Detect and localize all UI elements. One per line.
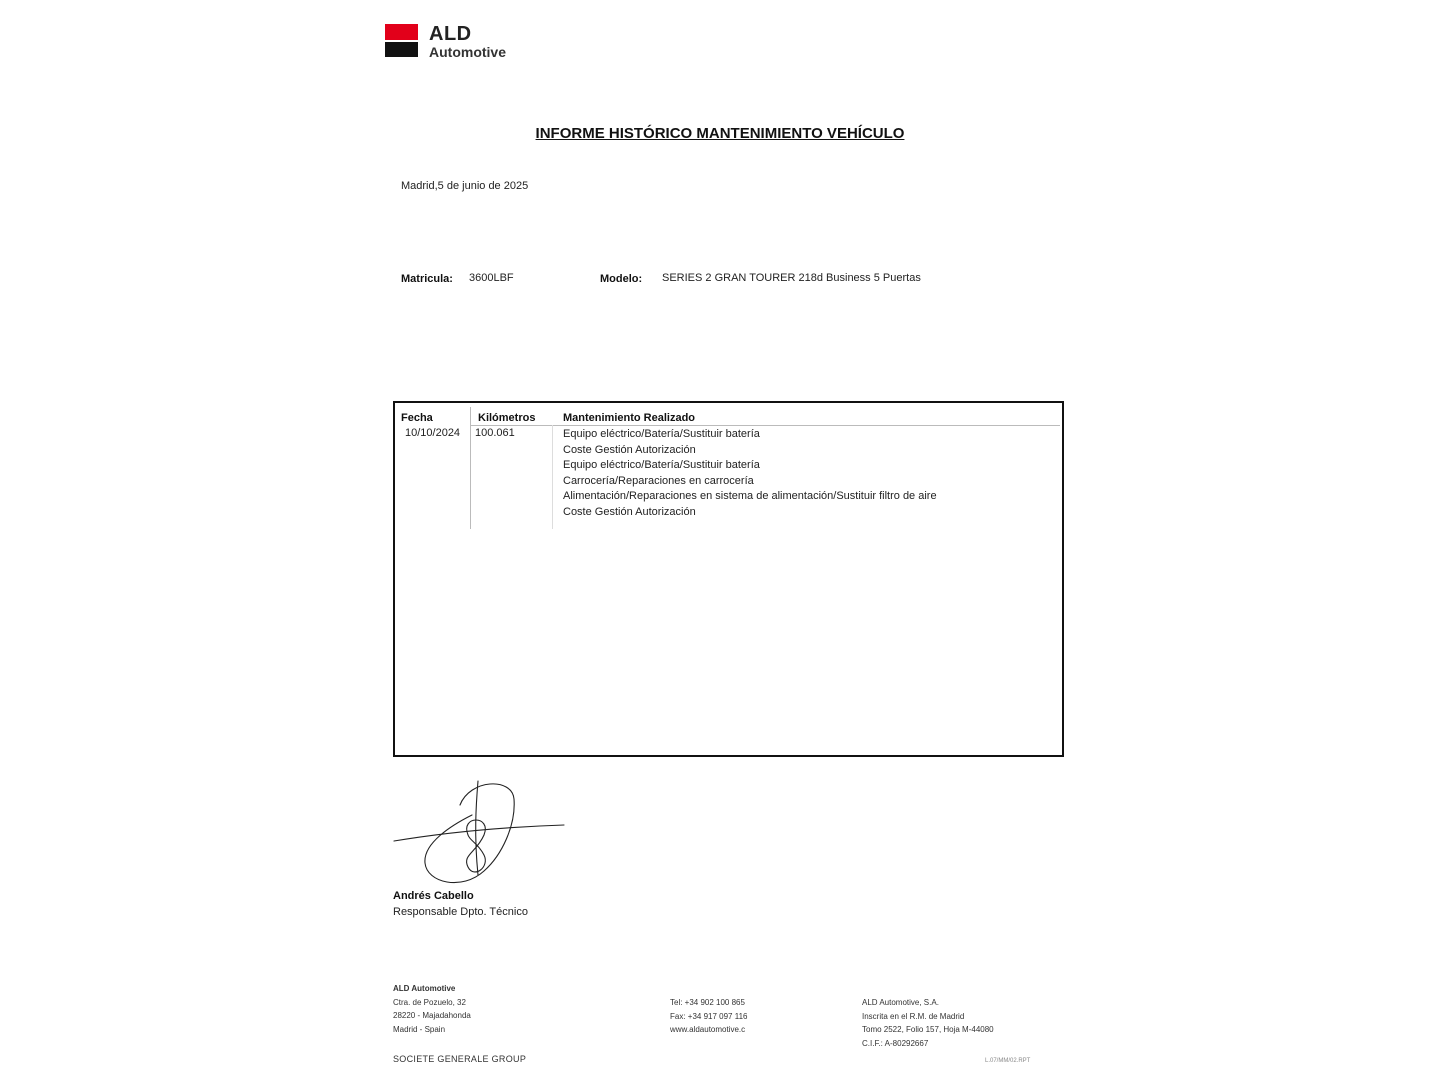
footer-legal-line: Inscrita en el R.M. de Madrid	[862, 1011, 965, 1021]
footer-company-name: ALD Automotive	[393, 984, 456, 993]
logo-sub-text: Automotive	[429, 44, 506, 60]
row-kilometros-cell: 100.061	[475, 427, 515, 439]
footer-phone: Tel: +34 902 100 865	[670, 998, 745, 1007]
footer-address-line: Madrid - Spain	[393, 1024, 446, 1034]
footer-contact	[670, 996, 747, 1037]
maintenance-item: Coste Gestión Autorización	[563, 443, 696, 456]
report-title: INFORME HISTÓRICO MANTENIMIENTO VEHÍCULO	[535, 125, 905, 142]
footer-group-name: SOCIETE GENERALE GROUP	[393, 1054, 527, 1064]
column-header-fecha: Fecha	[401, 412, 433, 424]
maintenance-item: Equipo eléctrico/Batería/Sustituir batería	[563, 428, 760, 440]
footer-website: www.aldautomotive.c	[670, 1025, 746, 1034]
signer-name: Andrés Cabello	[393, 890, 474, 902]
column-divider	[470, 407, 471, 529]
maintenance-items-list	[563, 427, 937, 520]
footer-address-line: 28220 - Majadahonda	[393, 1011, 471, 1020]
matricula-label: Matricula:	[401, 273, 453, 285]
maintenance-item: Coste Gestión Autorización	[563, 505, 696, 518]
footer-legal-line: C.I.F.: A-80292667	[862, 1038, 929, 1048]
maintenance-item: Equipo eléctrico/Batería/Sustituir batería	[563, 459, 760, 471]
report-date: Madrid,5 de junio de 2025	[401, 180, 529, 192]
footer-address-line: Ctra. de Pozuelo, 32	[393, 997, 466, 1007]
header-divider	[471, 425, 1060, 426]
maintenance-item: Alimentación/Reparaciones en sistema de alimentación/Sustituir filtro de aire	[563, 490, 937, 502]
maintenance-table	[393, 401, 1064, 757]
footer-legal-line: ALD Automotive, S.A.	[862, 998, 939, 1007]
footer-fax: Fax: +34 917 097 116	[670, 1011, 748, 1021]
signer-role: Responsable Dpto. Técnico	[393, 906, 528, 918]
footer-legal	[862, 996, 994, 1050]
handwritten-signature	[392, 775, 567, 890]
column-divider	[552, 425, 553, 529]
footer-legal-line: Tomo 2522, Folio 157, Hoja M-44080	[862, 1025, 994, 1034]
row-fecha-cell: 10/10/2024	[405, 427, 461, 439]
company-logo	[385, 24, 525, 64]
logo-mark	[385, 24, 418, 57]
footer-document-code: L.07/MM/02.RPT	[985, 1058, 1031, 1064]
column-header-kilometros: Kilómetros	[478, 412, 536, 424]
modelo-label: Modelo:	[600, 273, 643, 285]
modelo-value: SERIES 2 GRAN TOURER 218d Business 5 Puertas	[662, 272, 921, 284]
maintenance-item: Carrocería/Reparaciones en carrocería	[563, 474, 754, 487]
column-header-mantenimiento: Mantenimiento Realizado	[563, 412, 696, 424]
footer-address	[393, 982, 471, 1036]
logo-brand-text: ALD	[429, 23, 472, 45]
matricula-value: 3600LBF	[469, 272, 514, 284]
